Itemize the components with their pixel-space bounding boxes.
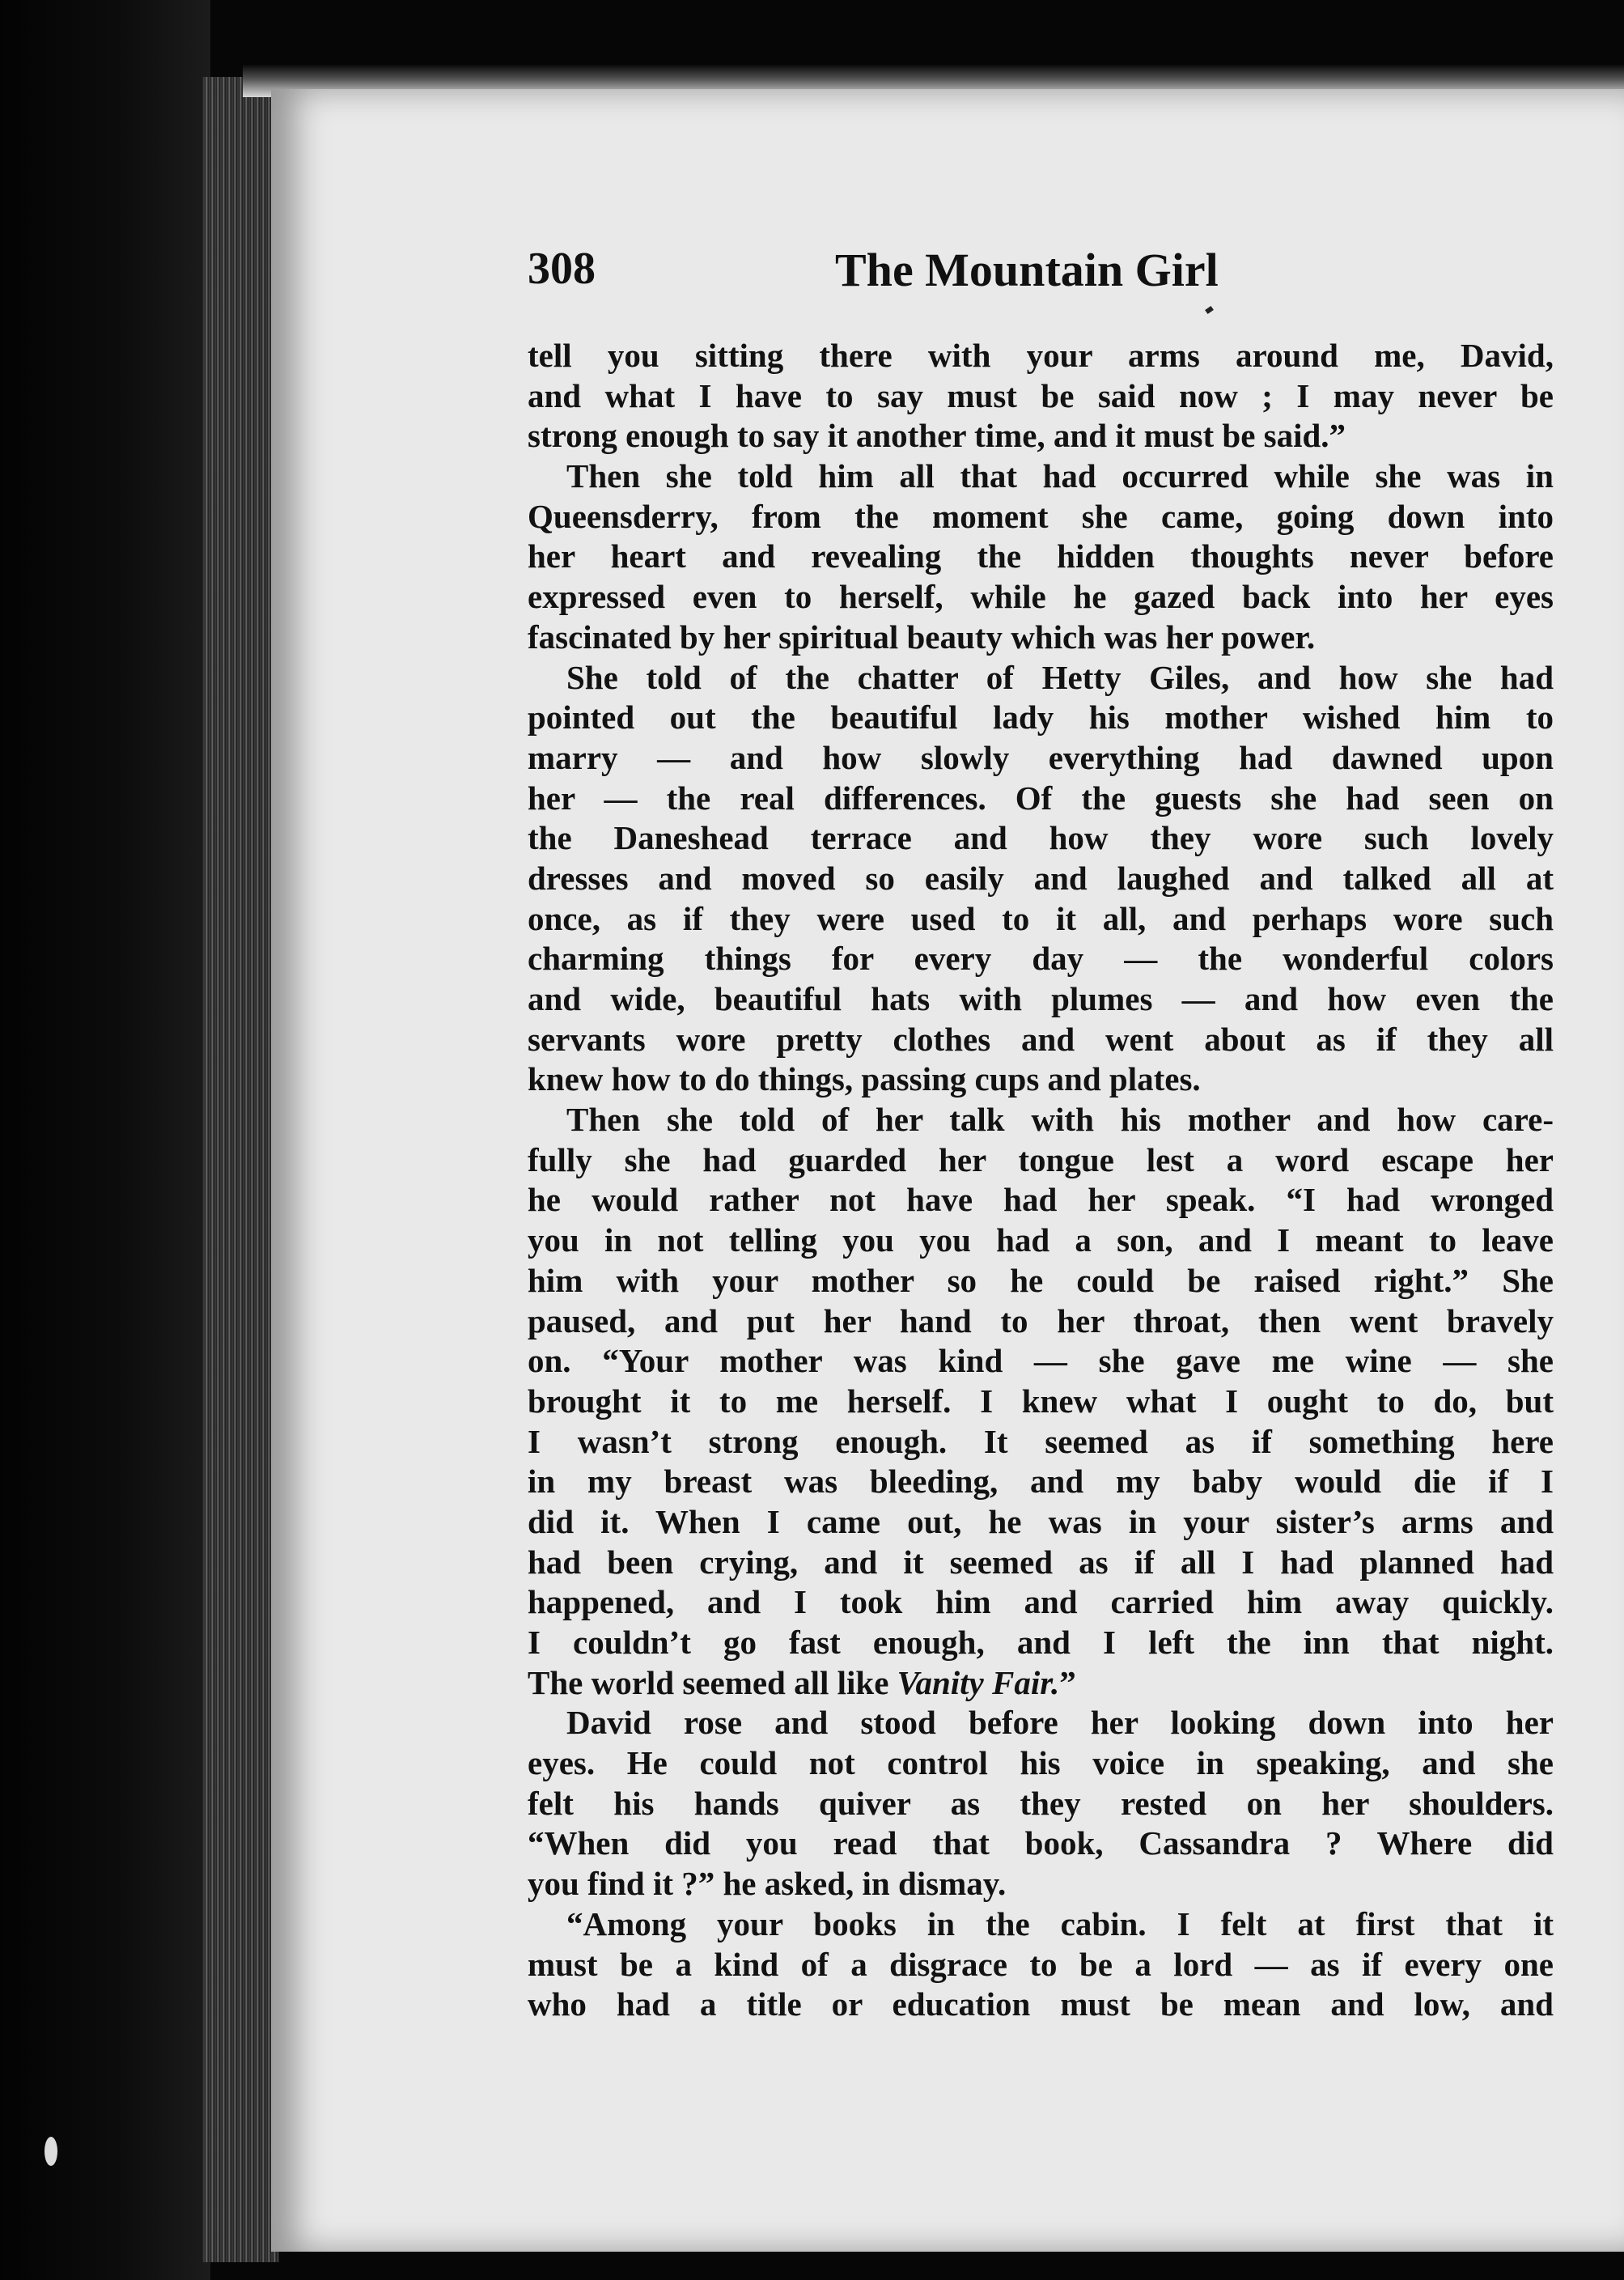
text-line — [528, 1543, 1554, 1583]
line-text: must be a kind of a disgrace to be a lord — as if every one — [528, 1945, 1554, 1983]
text-line — [528, 1784, 1554, 1824]
line-text: The world seemed all like — [528, 1663, 897, 1701]
text-line — [528, 1582, 1554, 1623]
text-line — [528, 618, 1554, 658]
text-line — [528, 698, 1554, 738]
text-line — [528, 1382, 1554, 1422]
text-line — [528, 899, 1554, 940]
scan-speck — [45, 2137, 57, 2166]
text-line — [528, 1422, 1554, 1463]
line-text: happened, and I took him and carried him away quickly. — [528, 1583, 1554, 1621]
line-text: David rose and stood before her looking down into her — [566, 1704, 1554, 1742]
line-text: servants wore pretty clothes and went about as if they all — [528, 1020, 1554, 1058]
text-line — [528, 456, 1554, 497]
text-line — [528, 537, 1554, 577]
line-text: he would rather not have had her speak. “I had wronged — [528, 1181, 1554, 1219]
line-text: dresses and moved so easily and laughed and talked all at — [528, 859, 1554, 897]
page-block-edges — [202, 77, 279, 2262]
line-text: in my breast was bleeding, and my baby would die if I — [528, 1463, 1554, 1501]
line-text: did it. When I came out, he was in your sister’s arms and — [528, 1502, 1554, 1540]
line-text: She told of the chatter of Hetty Giles, and how she had — [566, 658, 1554, 696]
line-text: fascinated by her spiritual beauty which was her power. — [528, 618, 1316, 656]
text-line — [528, 779, 1554, 819]
text-line — [528, 939, 1554, 979]
text-line — [528, 1502, 1554, 1543]
page-number: 308 — [528, 244, 596, 294]
line-text: you find it ?” he asked, in dismay. — [528, 1865, 1007, 1903]
text-line — [528, 1020, 1554, 1060]
text-line — [528, 818, 1554, 859]
line-text: fully she had guarded her tongue lest a word escape her — [528, 1140, 1554, 1178]
text-line — [528, 738, 1554, 779]
text-line — [528, 1140, 1554, 1181]
line-text: “When did you read that book, Cassandra ? Where did — [528, 1824, 1554, 1862]
text-line — [528, 577, 1554, 618]
text-line — [528, 1945, 1554, 1985]
line-text: eyes. He could not control his voice in speaking, and she — [528, 1744, 1554, 1782]
closing-quote: ” — [1059, 1663, 1076, 1701]
line-text: marry — and how slowly everything had dawned upon — [528, 738, 1554, 776]
line-text: Queensderry, from the moment she came, going down into — [528, 497, 1554, 535]
line-text: and what I have to say must be said now ; I may never be — [528, 376, 1554, 414]
line-text: him with your mother so he could be raised right.” She — [528, 1261, 1554, 1299]
line-text: you in not telling you you had a son, and I meant to leave — [528, 1221, 1554, 1259]
text-line — [528, 376, 1554, 417]
line-text: on. “Your mother was kind — she gave me wine — she — [528, 1342, 1554, 1380]
line-text: “Among your books in the cabin. I felt at first that it — [566, 1904, 1554, 1942]
line-text: had been crying, and it seemed as if all I had planned had — [528, 1543, 1554, 1581]
text-line — [528, 859, 1554, 899]
text-line — [528, 979, 1554, 1020]
text-line — [528, 497, 1554, 537]
text-line — [528, 1904, 1554, 1945]
text-line — [528, 1743, 1554, 1784]
line-text: Then she told him all that had occurred while she was in — [566, 457, 1554, 495]
running-title: The Mountain Girl — [835, 244, 1219, 296]
line-text: tell you sitting there with your arms around me, David, — [528, 337, 1554, 374]
page-header — [528, 243, 1554, 308]
line-text: once, as if they were used to it all, and perhaps wore such — [528, 899, 1554, 937]
text-line — [528, 1824, 1554, 1864]
text-line — [528, 1864, 1554, 1904]
line-text: her — the real differences. Of the guests she had seen on — [528, 779, 1554, 817]
line-text: her heart and revealing the hidden thoughts never before — [528, 537, 1554, 575]
line-text: Then she told of her talk with his mother and how care- — [566, 1101, 1554, 1139]
text-line — [528, 336, 1554, 376]
text-line — [528, 1663, 1554, 1704]
text-line — [528, 1301, 1554, 1342]
line-text: charming things for every day — the wonderful colors — [528, 940, 1554, 978]
text-line — [528, 1462, 1554, 1502]
text-line — [528, 1221, 1554, 1261]
text-line — [528, 1341, 1554, 1382]
text-line — [528, 1703, 1554, 1743]
line-text: knew how to do things, passing cups and plates. — [528, 1060, 1201, 1098]
text-line — [528, 1623, 1554, 1663]
line-text: strong enough to say it another time, and it must be said.” — [528, 417, 1346, 455]
text-line — [528, 1261, 1554, 1301]
text-line — [528, 1100, 1554, 1140]
book-title-italic: Vanity Fair. — [897, 1663, 1060, 1701]
line-text: felt his hands quiver as they rested on her shoulders. — [528, 1784, 1554, 1822]
line-text: expressed even to herself, while he gazed back into her eyes — [528, 578, 1554, 616]
line-text: I couldn’t go fast enough, and I left the inn that night. — [528, 1624, 1554, 1661]
text-line — [528, 1985, 1554, 2025]
text-line — [528, 416, 1554, 456]
line-text: I wasn’t strong enough. It seemed as if something here — [528, 1422, 1554, 1460]
text-line — [528, 1059, 1554, 1100]
body-text — [528, 336, 1554, 2025]
line-text: paused, and put her hand to her throat, then went bravely — [528, 1301, 1554, 1340]
line-text: who had a title or education must be mean and low, and — [528, 1985, 1554, 2023]
line-text: and wide, beautiful hats with plumes — and how even the — [528, 980, 1554, 1017]
line-text: brought it to me herself. I knew what I ought to do, but — [528, 1382, 1554, 1420]
line-text: the Daneshead terrace and how they wore such lovely — [528, 819, 1554, 857]
line-text: pointed out the beautiful lady his mother wished him to — [528, 698, 1554, 737]
text-line — [528, 1180, 1554, 1221]
text-line — [528, 658, 1554, 698]
book-edge-shadow — [0, 0, 210, 2280]
